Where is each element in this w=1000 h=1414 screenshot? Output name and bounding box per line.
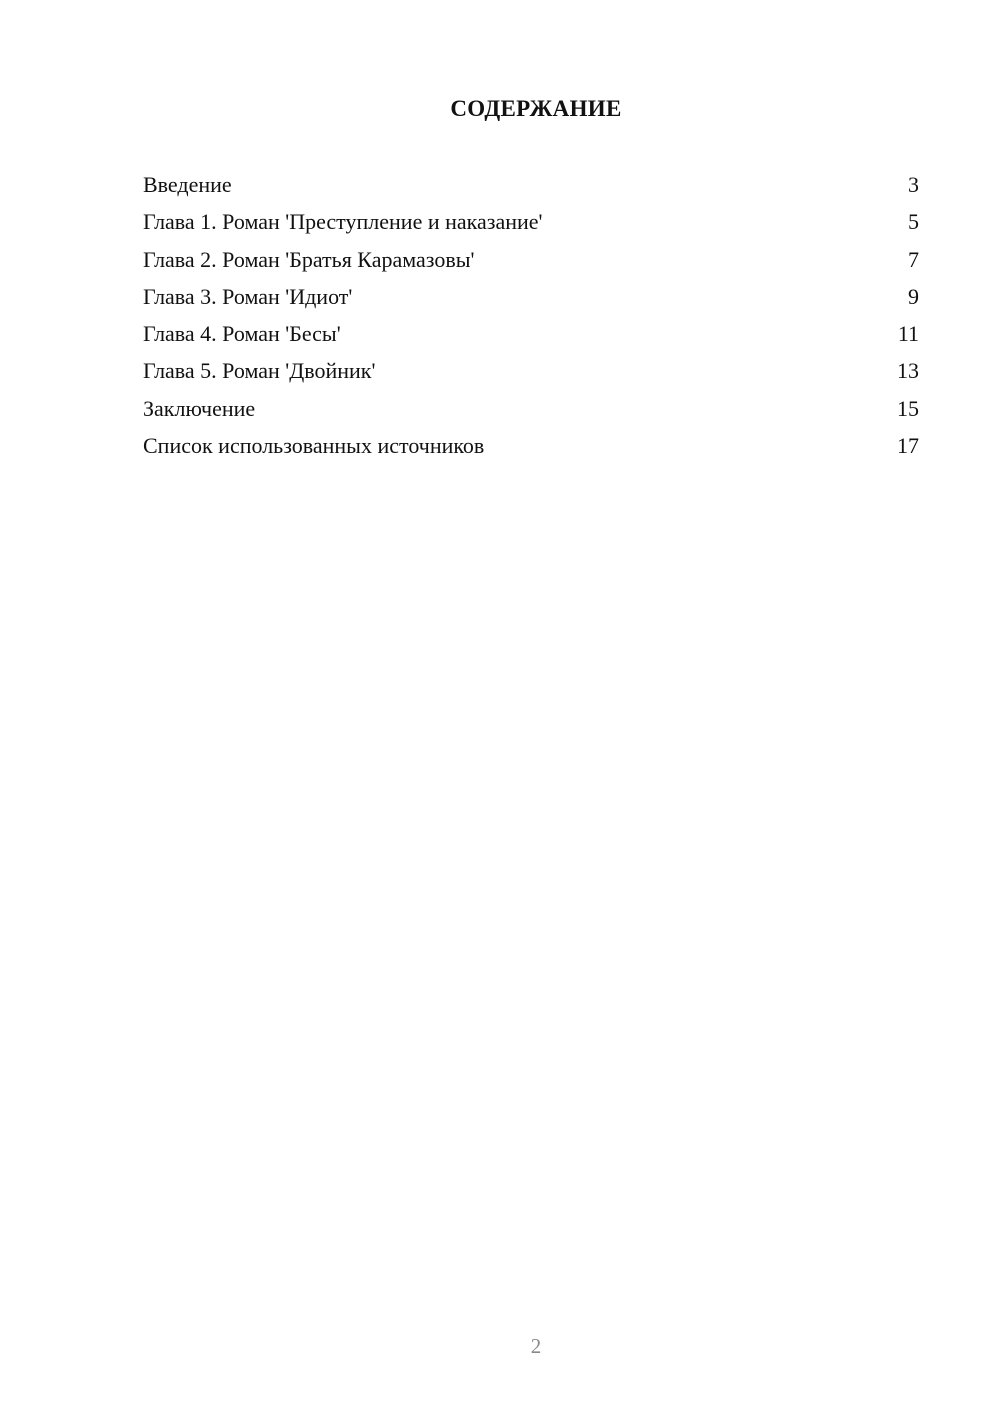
toc-entry-text: Глава 2. Роман 'Братья Карамазовы' xyxy=(143,246,475,272)
toc-entry-text: Глава 3. Роман 'Идиот' xyxy=(143,283,353,309)
toc-entry-page: 17 xyxy=(897,433,919,459)
toc-entry xyxy=(143,168,919,205)
toc-entry-page: 11 xyxy=(897,321,919,347)
toc-entry xyxy=(143,429,919,466)
table-of-contents xyxy=(143,168,919,466)
toc-entry-text: Заключение xyxy=(143,395,256,421)
toc-entry-page: 15 xyxy=(897,395,919,421)
toc-entry-page: 7 xyxy=(908,246,919,272)
toc-entry-text: Введение xyxy=(143,172,232,197)
toc-entry xyxy=(143,392,919,429)
toc-entry-text: Глава 1. Роман 'Преступление и наказание' xyxy=(143,209,543,235)
toc-entry xyxy=(143,243,919,280)
toc-entry-text: Глава 4. Роман 'Бесы' xyxy=(143,321,341,347)
toc-entry-page: 3 xyxy=(908,172,919,197)
toc-entry-text: Список использованных источников xyxy=(143,433,485,459)
toc-entry-page: 5 xyxy=(908,209,919,235)
toc-entry-text: Глава 5. Роман 'Двойник' xyxy=(143,358,376,384)
toc-entry xyxy=(143,280,919,317)
toc-entry-page: 9 xyxy=(908,283,919,309)
toc-entry xyxy=(143,317,919,354)
page-title: СОДЕРЖАНИЕ xyxy=(450,96,622,121)
toc-entry-page: 13 xyxy=(897,358,919,384)
toc-entry xyxy=(143,205,919,242)
toc-entry xyxy=(143,354,919,391)
page-number: 2 xyxy=(530,1334,542,1358)
